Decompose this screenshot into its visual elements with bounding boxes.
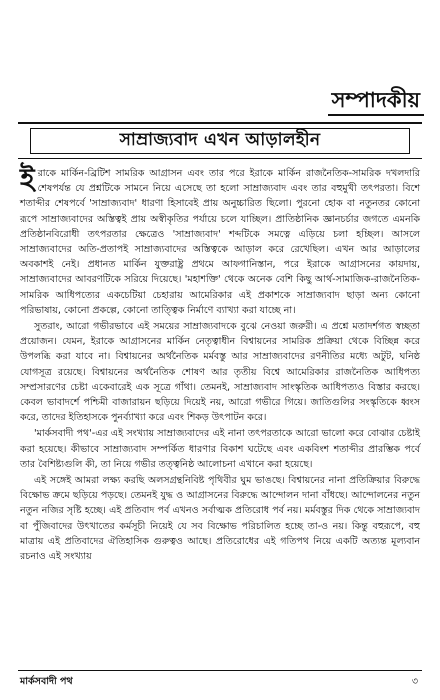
section-label: সম্পাদকীয় [328, 86, 424, 116]
paragraph-4: এই সঙ্গেই আমরা লক্ষ্য করছি অলসগ্রন্থনিবিষ্ট পৃথিবীর ঘুম ভাঙছে। বিশ্বায়নের নানা প্রতিক্রিয়ার বিরুদ্ধে বিক্ষোভ ক্রমে ছড়িয়ে পড়ছে। তেমনই যুদ্ধ ও আগ্রাসনের বিরুদ্ধে আন্দোলন দানা বাঁধছে। আন্দোলনের নতুন নতুন নজির সৃষ্টি হচ্ছে। এই প্রতিবাদ পর্ব এখনও সর্বাত্মক প্রতিরোধ পর্ব নয়। মর্মবস্তুর দিক থেকে সাম্রাজ্যবাদ বা পুঁজিবাদের উৎখাতের কর্মসূচী নিয়েই যে সব বিক্ষোভ পরিচালিত হচ্ছে তা-ও নয়। কিন্তু বহুরূপে, বহু মাত্রায় এই প্রতিবাদের ঐতিহাসিক গুরুত্বও আছে। প্রতিরোধের এই গতিপথ নিয়ে একটি অত্যন্ত মূল্যবান রচনাও এই সংখ্যায় [20, 475, 420, 563]
journal-name: মার্কসবাদী পথ [20, 676, 73, 687]
article-title: সাম্রাজ্যবাদ এখন আড়ালহীন [119, 130, 321, 150]
paragraph-3: 'মার্কসবাদী পথ'-এর এই সংখ্যায় সাম্রাজ্যবাদের এই নানা তৎপরতাকে আরো ভালো করে বোঝার চেষ্টাই করা হয়েছে। কীভাবে সাম্রাজ্যবাদ সম্পর্কিত ধারণার বিকাশ ঘটেছে এবং একবিংশ শতাব্দীর প্রারম্ভিক পর্বে তার বৈশিষ্ট্যগুলি কী, তা নিয়ে গভীর তত্ত্বনিষ্ঠ আলোচনা এখানে করা হয়েছে। [20, 428, 420, 470]
paragraph-1-text: রাকে মার্কিন-ব্রিটিশ সামরিক আগ্রাসন এবং তার পরে ইরাকে মার্কিন রাজনৈতিক-সামরিক দখলদারি শেষপর্যন্ত যে প্রশ্নটিকে সামনে নিয়ে এসেছে তা হলো সাম্রাজ্যবাদ এবং তার বহুমুখী তৎপরতা। বিশে শতাব্দীর শেষপর্বে 'সাম্রাজ্যবাদ' ধারণা হিসাবেই প্রায় অনুচ্চারিত ছিলো। পুরনো হোক বা নতুনতর কোনো রূপে সাম্রাজ্যবাদের অস্তিত্বই প্রায় অস্বীকৃতির পর্যায়ে চলে যাচ্ছিল। প্রাতিষ্ঠানিক জ্ঞানচর্চার জগতে এমনকি প্রতিষ্ঠানবিরোধী তৎপরতার ক্ষেত্রেও 'সাম্রাজ্যবাদ' শব্দটিকে সমত্নে এড়িয়ে চলা হচ্ছিল। আসলে সাম্রাজ্যবাদের অতি-প্রতাপই সাম্রাজ্যবাদের অস্তিত্বকে আড়াল করে রেখেছিল। এখন আর আড়ালের অবকাশই নেই। প্রধানত মার্কিন যুক্তরাষ্ট্র প্রথমে আফগানিস্তান, পরে ইরাকে আগ্রাসনের কায়দায়, সাম্রাজ্যবাদের আবরণটিকে সরিয়ে দিয়েছে। 'মহাশক্তি' থেকে অনেক বেশি কিছু আর্থ-সামাজিক-রাজনৈতিক-সামরিক আধিপত্যের একচেটিয়া চেহারায় আমেরিকার এই প্রকাশকে সাম্রাজ্যবাদ ছাড়া অন্য কোনো পরিভাষায়, কোনো প্রকল্পে, কোনো তাত্ত্বিক নির্মাণে ব্যাখ্যা করা যাচ্ছে না। [20, 168, 420, 316]
title-frame [30, 128, 410, 154]
page-footer [18, 670, 422, 691]
article-body [20, 162, 420, 565]
drop-cap: ই [20, 162, 35, 195]
paragraph-2: সুতরাং, আরো গভীরভাবে এই সময়ের সাম্রাজ্যবাদকে বুঝে নেওয়া জরুরী। এ প্রশ্নে মতাদর্শগত স্বচ্ছতা প্রয়োজন। যেমন, ইরাকে আগ্রাসনের মার্কিন নেতৃত্বাধীন বিশ্বায়নের সামরিক প্রক্রিয়া থেকে বিচ্ছিন্ন করে উপলব্ধি করা যাবে না। বিশ্বায়নের অর্থনৈতিক মর্মবস্তু আর সাম্রাজ্যবাদের রণনীতির মধ্যে অটুট, ঘনিষ্ঠ যোগসূত্র রয়েছে। বিশ্বায়নের অর্থনৈতিক শোষণ আর তৃতীয় বিশ্বে আমেরিকার রাজনৈতিক আধিপত্য সম্প্রসারণের চেষ্টা একেবারেই এক সূত্রে গাঁথা। তেমনই, সাম্রাজ্যবাদ সাংস্কৃতিক আধিপত্যও বিস্তার করছে। কেবল ভাবাদর্শে পশ্চিমী বাজারায়ন ছড়িয়ে দিয়েই নয়, আরো গভীরে গিয়ে। জাতিগুলির সংস্কৃতিকে ধ্বংস করে, তাদের ইতিহাসকে পুনর্ব্যাখ্যা করে এবং শিকড় উৎপাটন করে। [20, 321, 420, 424]
page-number: ৩ [411, 676, 418, 687]
title-banner [18, 122, 422, 159]
paragraph-1 [20, 162, 420, 318]
